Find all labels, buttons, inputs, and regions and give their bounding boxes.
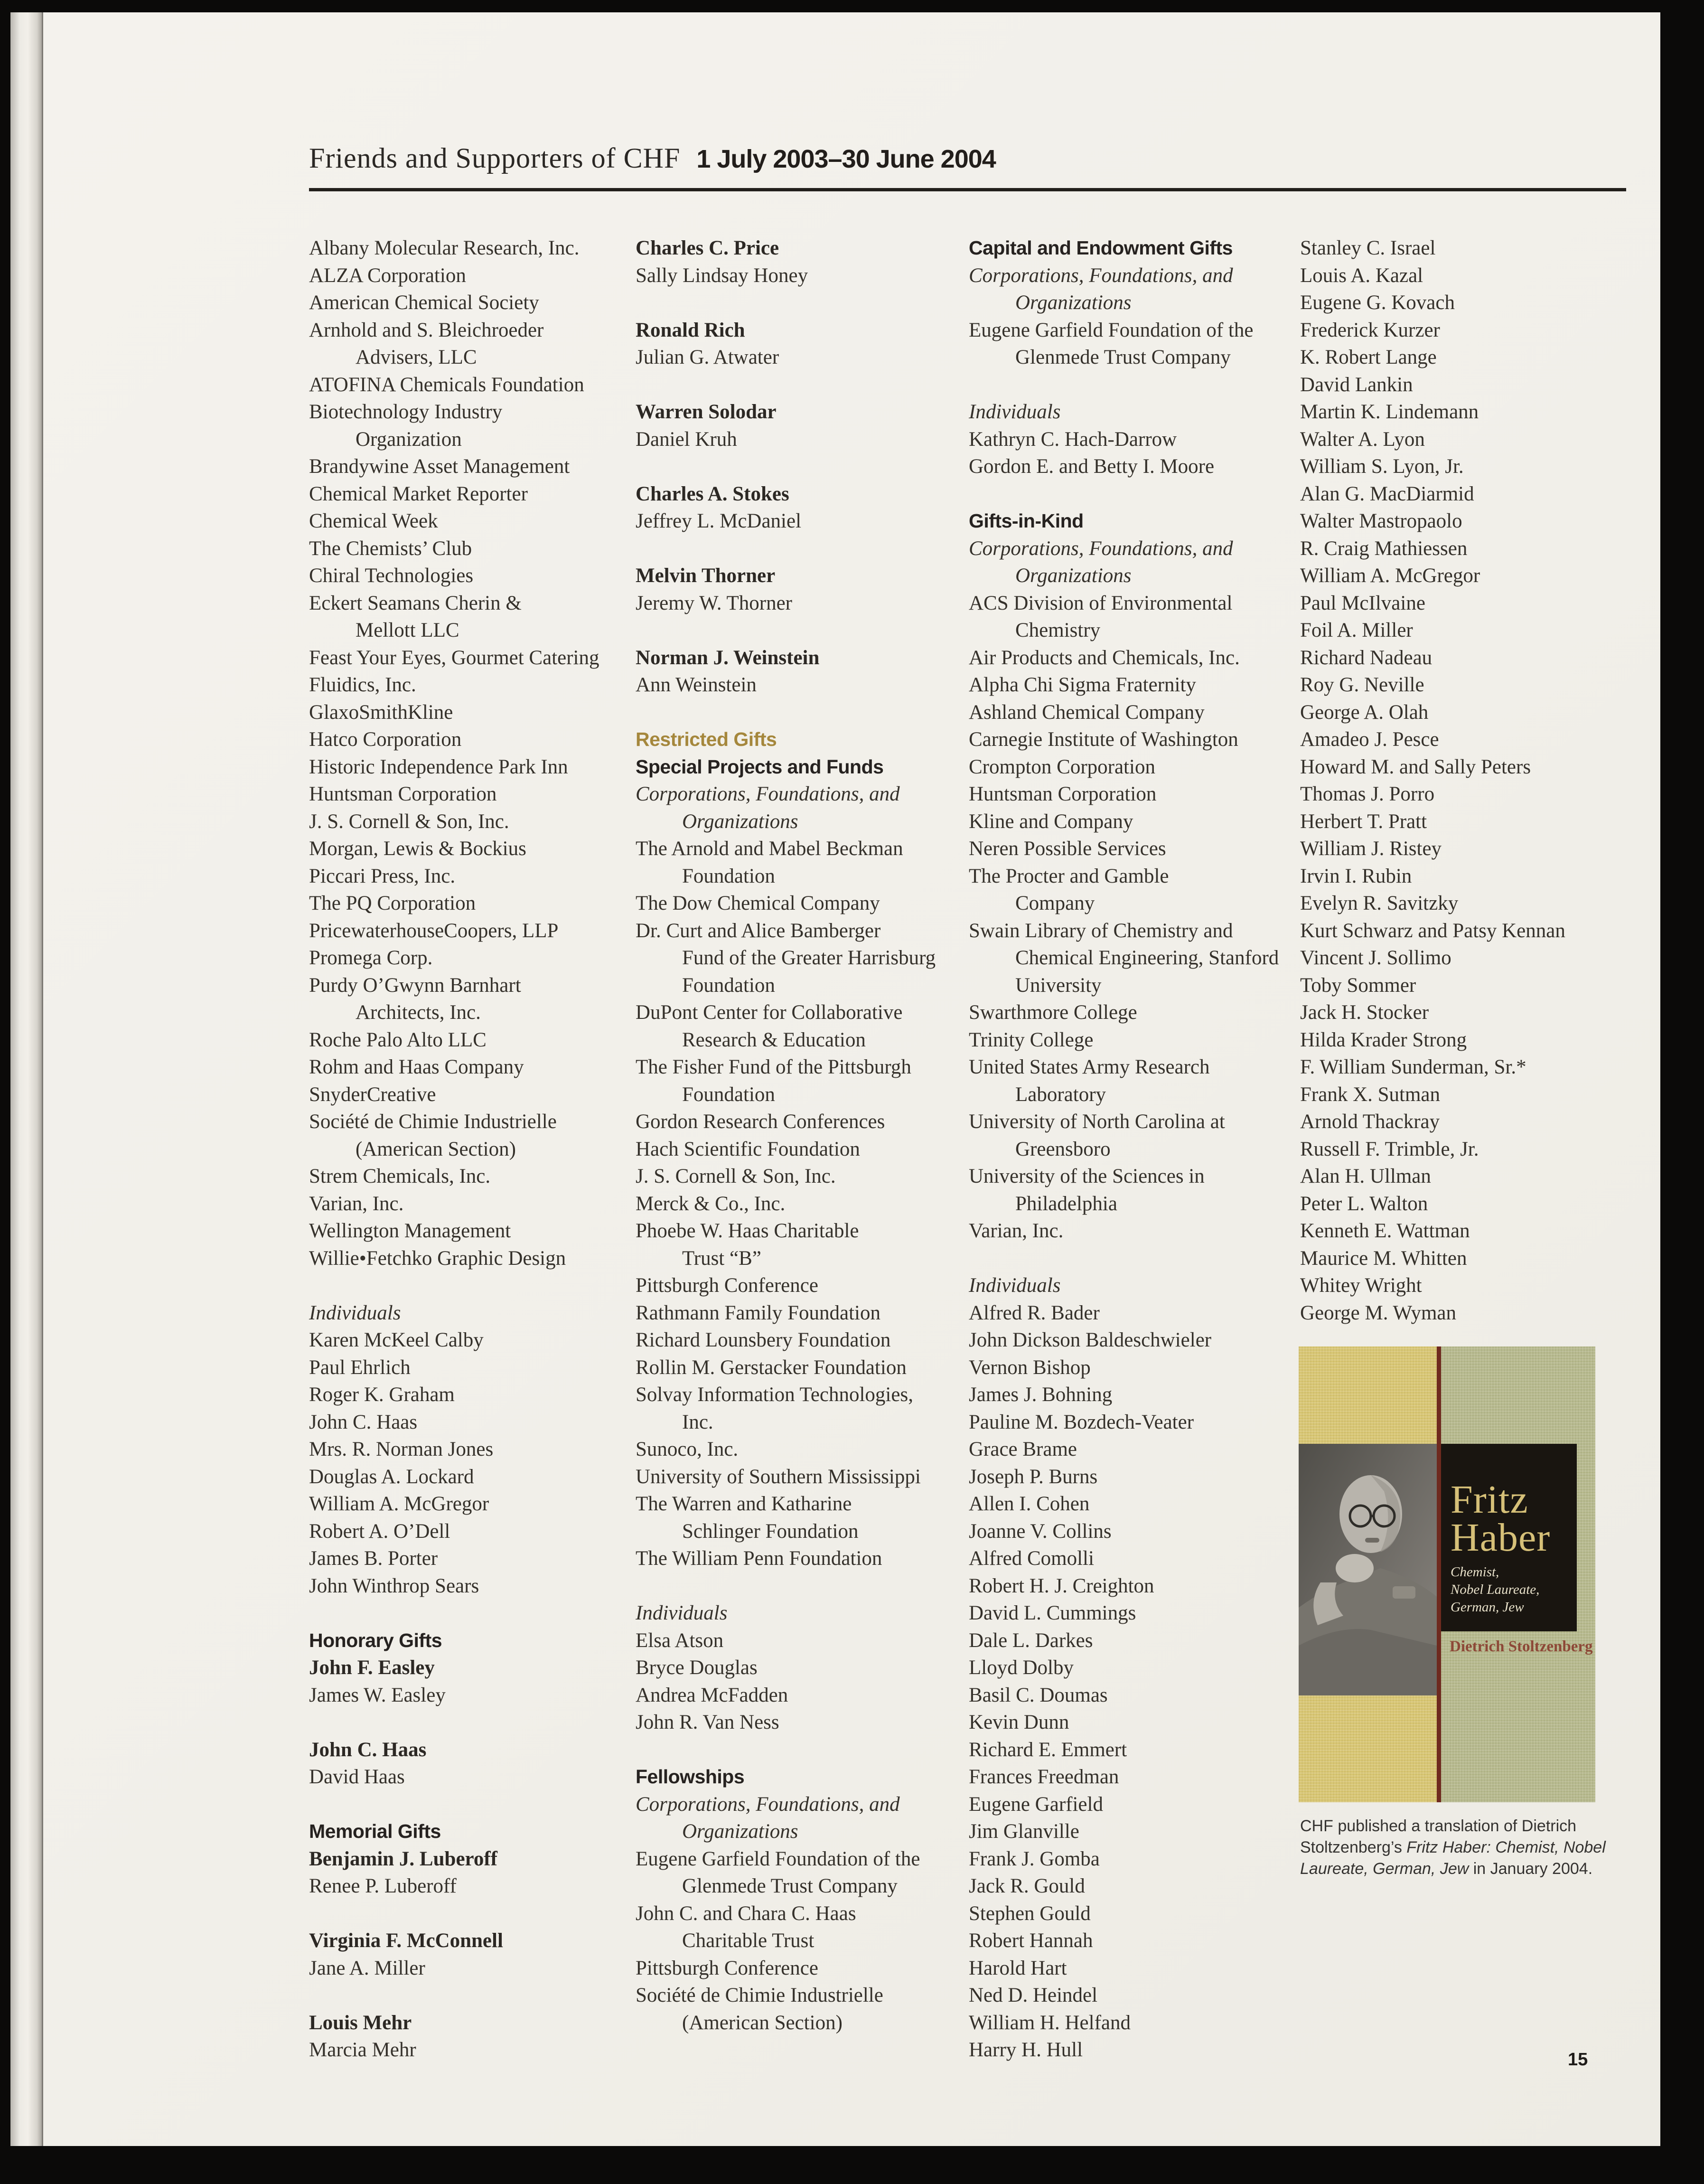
book-author: Dietrich Stoltzenberg	[1450, 1638, 1593, 1655]
spacer	[969, 1245, 1301, 1272]
donor-line: Advisers, LLC	[356, 346, 477, 368]
section-heading: Restricted Gifts	[636, 728, 777, 750]
donor-line: Jim Glanville	[969, 1820, 1079, 1843]
donor-line: The Arnold and Mabel Beckman	[636, 838, 903, 860]
donor-line: Louis A. Kazal	[1300, 264, 1423, 287]
donor-line: Company	[1015, 892, 1095, 914]
donor-line: American Chemical Society	[309, 292, 539, 314]
subsection-label: Organizations	[682, 810, 798, 833]
donor-line: Mellott LLC	[356, 619, 459, 641]
header-date-range: 1 July 2003–30 June 2004	[696, 145, 996, 173]
donor-line: R. Craig Mathiessen	[1300, 537, 1468, 560]
donor-line: University	[1015, 974, 1102, 997]
donor-line: Frank X. Sutman	[1300, 1083, 1441, 1106]
donor-column-1	[309, 235, 641, 2064]
spacer	[636, 1736, 968, 1764]
donor-line: Russell F. Trimble, Jr.	[1300, 1138, 1479, 1160]
donor-line: GlaxoSmithKline	[309, 701, 453, 724]
donor-line: (American Section)	[682, 2011, 843, 2034]
subsection-label: Corporations, Foundations, and	[969, 264, 1233, 287]
donor-line: Foil A. Miller	[1300, 619, 1413, 641]
donor-line: John C. Haas	[309, 1738, 427, 1761]
donor-line: Jeremy W. Thorner	[636, 592, 792, 614]
donor-line: John C. and Chara C. Haas	[636, 1902, 856, 1925]
donor-line: Mrs. R. Norman Jones	[309, 1438, 494, 1460]
donor-line: Eugene Garfield Foundation of the	[969, 319, 1254, 341]
donor-line: Vernon Bishop	[969, 1356, 1091, 1379]
donor-line: James J. Bohning	[969, 1384, 1113, 1406]
donor-line: Arnhold and S. Bleichroeder	[309, 319, 544, 341]
section-heading: Gifts-in-Kind	[969, 510, 1084, 532]
donor-line: Charles C. Price	[636, 237, 779, 259]
donor-line: Eugene G. Kovach	[1300, 292, 1455, 314]
donor-line: Hatco Corporation	[309, 728, 462, 751]
donor-line: United States Army Research	[969, 1056, 1210, 1078]
donor-line: Fluidics, Inc.	[309, 674, 416, 696]
spacer	[636, 289, 968, 317]
donor-line: Andrea McFadden	[636, 1684, 788, 1706]
donor-line: Jack H. Stocker	[1300, 1001, 1429, 1024]
donor-line: DuPont Center for Collaborative	[636, 1001, 903, 1024]
donor-line: The Dow Chemical Company	[636, 892, 880, 914]
donor-line: Richard Nadeau	[1300, 646, 1432, 669]
donor-line: Ann Weinstein	[636, 674, 757, 696]
donor-line: Morgan, Lewis & Bockius	[309, 838, 526, 860]
spacer	[636, 617, 968, 644]
donor-line: Renee P. Luberoff	[309, 1875, 457, 1897]
donor-line: Schlinger Foundation	[682, 1520, 859, 1543]
donor-line: Philadelphia	[1015, 1192, 1117, 1215]
donor-line: William H. Helfand	[969, 2011, 1131, 2034]
donor-line: Varian, Inc.	[969, 1220, 1064, 1242]
donor-line: Chemical Market Reporter	[309, 482, 528, 505]
donor-line: Research & Education	[682, 1028, 866, 1051]
header-rule	[309, 188, 1626, 191]
donor-line: Chiral Technologies	[309, 565, 474, 587]
donor-line: Chemistry	[1015, 619, 1101, 641]
spacer	[309, 1600, 641, 1627]
donor-line: Richard E. Emmert	[969, 1738, 1127, 1761]
donor-line: The Warren and Katharine	[636, 1493, 852, 1515]
donor-line: Pittsburgh Conference	[636, 1957, 818, 1979]
section-heading: Fellowships	[636, 1766, 745, 1788]
donor-line: Marcia Mehr	[309, 2039, 416, 2061]
donor-line: Inc.	[682, 1411, 713, 1433]
donor-line: Rohm and Haas Company	[309, 1056, 524, 1078]
donor-line: Alan G. MacDiarmid	[1300, 482, 1474, 505]
donor-line: F. William Sunderman, Sr.*	[1300, 1056, 1526, 1078]
donor-line: ALZA Corporation	[309, 264, 466, 287]
spacer	[636, 453, 968, 480]
donor-line: Sunoco, Inc.	[636, 1438, 739, 1460]
book-cover-title-panel	[1441, 1444, 1577, 1631]
subsection-label: Organizations	[1015, 292, 1132, 314]
donor-line: ATOFINA Chemicals Foundation	[309, 373, 584, 396]
donor-line: Herbert T. Pratt	[1300, 810, 1427, 833]
donor-line: David Lankin	[1300, 373, 1413, 396]
donor-line: Ronald Rich	[636, 319, 745, 341]
subsection-label: Corporations, Foundations, and	[636, 783, 900, 805]
donor-line: Toby Sommer	[1300, 974, 1416, 997]
subsection-label: Individuals	[969, 1274, 1061, 1297]
donor-line: Trinity College	[969, 1028, 1094, 1051]
donor-line: Eckert Seamans Cherin &	[309, 592, 522, 614]
section-heading: Memorial Gifts	[309, 1820, 441, 1842]
section-heading: Capital and Endowment Gifts	[969, 237, 1233, 259]
donor-line: Chemical Engineering, Stanford	[1015, 947, 1279, 969]
donor-line: Thomas J. Porro	[1300, 783, 1435, 805]
donor-column-2	[636, 235, 968, 2036]
donor-line: (American Section)	[356, 1138, 516, 1160]
donor-line: Strem Chemicals, Inc.	[309, 1165, 491, 1187]
donor-line: J. S. Cornell & Son, Inc.	[309, 810, 509, 833]
donor-line: Frederick Kurzer	[1300, 319, 1440, 341]
donor-line: Julian G. Atwater	[636, 346, 779, 368]
donor-line: Foundation	[682, 974, 775, 997]
donor-line: Swarthmore College	[969, 1001, 1137, 1024]
book-cover	[1299, 1346, 1595, 1802]
donor-line: Foundation	[682, 865, 775, 887]
spacer	[309, 1272, 641, 1299]
donor-line: Bryce Douglas	[636, 1657, 758, 1679]
donor-line: James W. Easley	[309, 1684, 446, 1706]
donor-line: Kathryn C. Hach-Darrow	[969, 428, 1177, 451]
donor-line: Brandywine Asset Management	[309, 455, 570, 478]
donor-line: Harry H. Hull	[969, 2039, 1083, 2061]
donor-line: Charles A. Stokes	[636, 482, 789, 505]
donor-line: Stanley C. Israel	[1300, 237, 1436, 259]
scanned-page	[43, 12, 1660, 2146]
donor-line: Daniel Kruh	[636, 428, 737, 451]
donor-column-3	[969, 235, 1301, 2064]
spacer	[636, 1572, 968, 1600]
spacer	[969, 371, 1301, 399]
donor-line: Neren Possible Services	[969, 838, 1166, 860]
donor-line: Fund of the Greater Harrisburg	[682, 947, 936, 969]
donor-line: Vincent J. Sollimo	[1300, 947, 1451, 969]
donor-line: University of North Carolina at	[969, 1111, 1225, 1133]
donor-line: University of Southern Mississippi	[636, 1465, 921, 1488]
donor-line: The PQ Corporation	[309, 892, 476, 914]
book-caption: CHF published a translation of Dietrich Stoltzenberg’s Fritz Haber: Chemist, Nobel Laureate, German, Jew in January 2004.	[1300, 1817, 1606, 1878]
donor-line: Douglas A. Lockard	[309, 1465, 474, 1488]
donor-line: Air Products and Chemicals, Inc.	[969, 646, 1240, 669]
page-number: 15	[1568, 2050, 1588, 2070]
subsection-label: Individuals	[969, 401, 1061, 423]
donor-line: Alfred Comolli	[969, 1547, 1094, 1570]
donor-line: Société de Chimie Industrielle	[309, 1111, 557, 1133]
donor-line: Huntsman Corporation	[969, 783, 1157, 805]
donor-line: Alfred R. Bader	[969, 1301, 1100, 1324]
donor-line: Paul McIlvaine	[1300, 592, 1425, 614]
page-header	[309, 141, 996, 176]
donor-line: Dr. Curt and Alice Bamberger	[636, 919, 881, 942]
subsection-label: Organizations	[1015, 565, 1132, 587]
donor-line: Joseph P. Burns	[969, 1465, 1098, 1488]
donor-line: Biotechnology Industry	[309, 401, 503, 423]
donor-line: Société de Chimie Industrielle	[636, 1984, 883, 2006]
donor-line: Howard M. and Sally Peters	[1300, 755, 1531, 778]
donor-line: William A. McGregor	[1300, 565, 1480, 587]
fritz-haber-photo	[1299, 1444, 1437, 1695]
donor-line: J. S. Cornell & Son, Inc.	[636, 1165, 836, 1187]
donor-line: John R. Van Ness	[636, 1711, 779, 1733]
donor-line: Phoebe W. Haas Charitable	[636, 1220, 859, 1242]
donor-line: Huntsman Corporation	[309, 783, 497, 805]
donor-line: Warren Solodar	[636, 401, 777, 423]
facing-page-edge	[10, 12, 43, 2146]
donor-line: Wellington Management	[309, 1220, 511, 1242]
subsection-label: Corporations, Foundations, and	[969, 537, 1233, 560]
donor-line: Purdy O’Gwynn Barnhart	[309, 974, 521, 997]
donor-line: Pittsburgh Conference	[636, 1274, 818, 1297]
donor-line: Organization	[356, 428, 462, 451]
donor-line: Martin K. Lindemann	[1300, 401, 1479, 423]
donor-line: Joanne V. Collins	[969, 1520, 1112, 1543]
donor-line: The William Penn Foundation	[636, 1547, 882, 1570]
donor-line: Karen McKeel Calby	[309, 1329, 484, 1351]
donor-line: Promega Corp.	[309, 947, 433, 969]
donor-line: Kurt Schwarz and Patsy Kennan	[1300, 919, 1565, 942]
donor-line: Gordon E. and Betty I. Moore	[969, 455, 1215, 478]
donor-line: Feast Your Eyes, Gourmet Catering	[309, 646, 599, 669]
donor-line: Elsa Atson	[636, 1629, 724, 1652]
donor-line: Virginia F. McConnell	[309, 1930, 503, 1952]
donor-line: K. Robert Lange	[1300, 346, 1437, 368]
donor-line: George A. Olah	[1300, 701, 1429, 724]
donor-line: Stephen Gould	[969, 1902, 1091, 1925]
donor-column-4	[1300, 235, 1632, 1327]
donor-line: PricewaterhouseCoopers, LLP	[309, 919, 559, 942]
donor-line: Piccari Press, Inc.	[309, 865, 456, 887]
donor-line: Hach Scientific Foundation	[636, 1138, 860, 1160]
donor-line: Ashland Chemical Company	[969, 701, 1205, 724]
donor-line: Jeffrey L. McDaniel	[636, 510, 802, 532]
spacer	[636, 371, 968, 399]
donor-line: David Haas	[309, 1766, 405, 1788]
donor-line: Frances Freedman	[969, 1766, 1119, 1788]
spacer	[309, 1709, 641, 1736]
subsection-label: Organizations	[682, 1820, 798, 1843]
donor-line: Frank J. Gomba	[969, 1847, 1100, 1870]
donor-line: Lloyd Dolby	[969, 1657, 1074, 1679]
donor-line: Harold Hart	[969, 1957, 1067, 1979]
donor-line: Richard Lounsbery Foundation	[636, 1329, 891, 1351]
donor-line: Peter L. Walton	[1300, 1192, 1428, 1215]
donor-line: John Winthrop Sears	[309, 1574, 479, 1597]
section-heading: Special Projects and Funds	[636, 755, 884, 778]
donor-line: Gordon Research Conferences	[636, 1111, 885, 1133]
donor-line: Hilda Krader Strong	[1300, 1028, 1467, 1051]
donor-line: Amadeo J. Pesce	[1300, 728, 1439, 751]
donor-line: Arnold Thackray	[1300, 1111, 1440, 1133]
spacer	[309, 1900, 641, 1928]
subsection-label: Individuals	[636, 1602, 728, 1624]
donor-line: Historic Independence Park Inn	[309, 755, 568, 778]
donor-line: Willie•Fetchko Graphic Design	[309, 1247, 566, 1270]
donor-line: Alpha Chi Sigma Fraternity	[969, 674, 1196, 696]
donor-line: Robert Hannah	[969, 1930, 1093, 1952]
book-cover-red-divider	[1437, 1346, 1441, 1802]
donor-line: Robert H. J. Creighton	[969, 1574, 1154, 1597]
spacer	[309, 1791, 641, 1818]
donor-line: ACS Division of Environmental	[969, 592, 1233, 614]
donor-line: Grace Brame	[969, 1438, 1077, 1460]
donor-line: Solvay Information Technologies,	[636, 1384, 913, 1406]
donor-line: Varian, Inc.	[309, 1192, 404, 1215]
donor-line: Foundation	[682, 1083, 775, 1106]
donor-line: Roy G. Neville	[1300, 674, 1424, 696]
donor-line: Carnegie Institute of Washington	[969, 728, 1238, 751]
donor-line: William J. Ristey	[1300, 838, 1442, 860]
donor-line: Kevin Dunn	[969, 1711, 1069, 1733]
donor-line: Allen I. Cohen	[969, 1493, 1090, 1515]
donor-line: Eugene Garfield Foundation of the	[636, 1847, 920, 1870]
donor-line: University of the Sciences in	[969, 1165, 1205, 1187]
donor-line: William S. Lyon, Jr.	[1300, 455, 1464, 478]
donor-line: Rathmann Family Foundation	[636, 1301, 880, 1324]
spacer	[636, 535, 968, 563]
donor-line: Jane A. Miller	[309, 1957, 425, 1979]
donor-line: Whitey Wright	[1300, 1274, 1422, 1297]
donor-line: Albany Molecular Research, Inc.	[309, 237, 580, 259]
donor-line: Kline and Company	[969, 810, 1133, 833]
donor-line: Roger K. Graham	[309, 1384, 455, 1406]
donor-line: The Chemists’ Club	[309, 537, 472, 560]
donor-line: John F. Easley	[309, 1657, 435, 1679]
donor-line: Rollin M. Gerstacker Foundation	[636, 1356, 907, 1379]
donor-line: John C. Haas	[309, 1411, 418, 1433]
donor-line: Laboratory	[1015, 1083, 1106, 1106]
donor-line: Glenmede Trust Company	[1015, 346, 1231, 368]
donor-line: Robert A. O’Dell	[309, 1520, 450, 1543]
donor-line: Jack R. Gould	[969, 1875, 1085, 1897]
donor-line: John Dickson Baldeschwieler	[969, 1329, 1212, 1351]
book-subtitle: Chemist, Nobel Laureate, German, Jew	[1451, 1564, 1540, 1615]
donor-line: James B. Porter	[309, 1547, 438, 1570]
donor-line: Swain Library of Chemistry and	[969, 919, 1233, 942]
subsection-label: Individuals	[309, 1301, 401, 1324]
donor-line: The Fisher Fund of the Pittsburgh	[636, 1056, 911, 1078]
donor-line: Basil C. Doumas	[969, 1684, 1108, 1706]
donor-line: SnyderCreative	[309, 1083, 436, 1106]
donor-line: Crompton Corporation	[969, 755, 1155, 778]
donor-line: Architects, Inc.	[356, 1001, 481, 1024]
donor-line: Glenmede Trust Company	[682, 1875, 898, 1897]
donor-line: Norman J. Weinstein	[636, 646, 820, 669]
donor-line: The Procter and Gamble	[969, 865, 1169, 887]
donor-line: William A. McGregor	[309, 1493, 489, 1515]
spacer	[636, 699, 968, 726]
page-title: Friends and Supporters of CHF	[309, 142, 681, 174]
donor-line: Ned D. Heindel	[969, 1984, 1098, 2006]
subsection-label: Corporations, Foundations, and	[636, 1793, 900, 1816]
donor-line: Evelyn R. Savitzky	[1300, 892, 1459, 914]
donor-line: Dale L. Darkes	[969, 1629, 1093, 1652]
donor-line: Merck & Co., Inc.	[636, 1192, 786, 1215]
donor-line: Chemical Week	[309, 510, 438, 532]
donor-line: Roche Palo Alto LLC	[309, 1028, 487, 1051]
donor-line: Kenneth E. Wattman	[1300, 1220, 1470, 1242]
donor-line: Paul Ehrlich	[309, 1356, 411, 1379]
donor-line: Sally Lindsay Honey	[636, 264, 808, 287]
spacer	[969, 480, 1301, 508]
donor-line: Benjamin J. Luberoff	[309, 1847, 497, 1870]
donor-line: Louis Mehr	[309, 2011, 412, 2034]
donor-line: Pauline M. Bozdech-Veater	[969, 1411, 1194, 1433]
donor-line: Walter A. Lyon	[1300, 428, 1425, 451]
spacer	[309, 1982, 641, 2009]
donor-line: Maurice M. Whitten	[1300, 1247, 1467, 1270]
donor-line: George M. Wyman	[1300, 1301, 1457, 1324]
donor-line: Charitable Trust	[682, 1930, 815, 1952]
donor-line: Irvin I. Rubin	[1300, 865, 1412, 887]
donor-line: Greensboro	[1015, 1138, 1111, 1160]
donor-line: Walter Mastropaolo	[1300, 510, 1462, 532]
donor-line: Alan H. Ullman	[1300, 1165, 1431, 1187]
donor-line: Eugene Garfield	[969, 1793, 1103, 1816]
donor-line: David L. Cummings	[969, 1602, 1136, 1624]
book-title: Fritz Haber	[1451, 1478, 1551, 1560]
section-heading: Honorary Gifts	[309, 1629, 442, 1651]
donor-line: Melvin Thorner	[636, 565, 776, 587]
donor-line: Trust “B”	[682, 1247, 761, 1270]
